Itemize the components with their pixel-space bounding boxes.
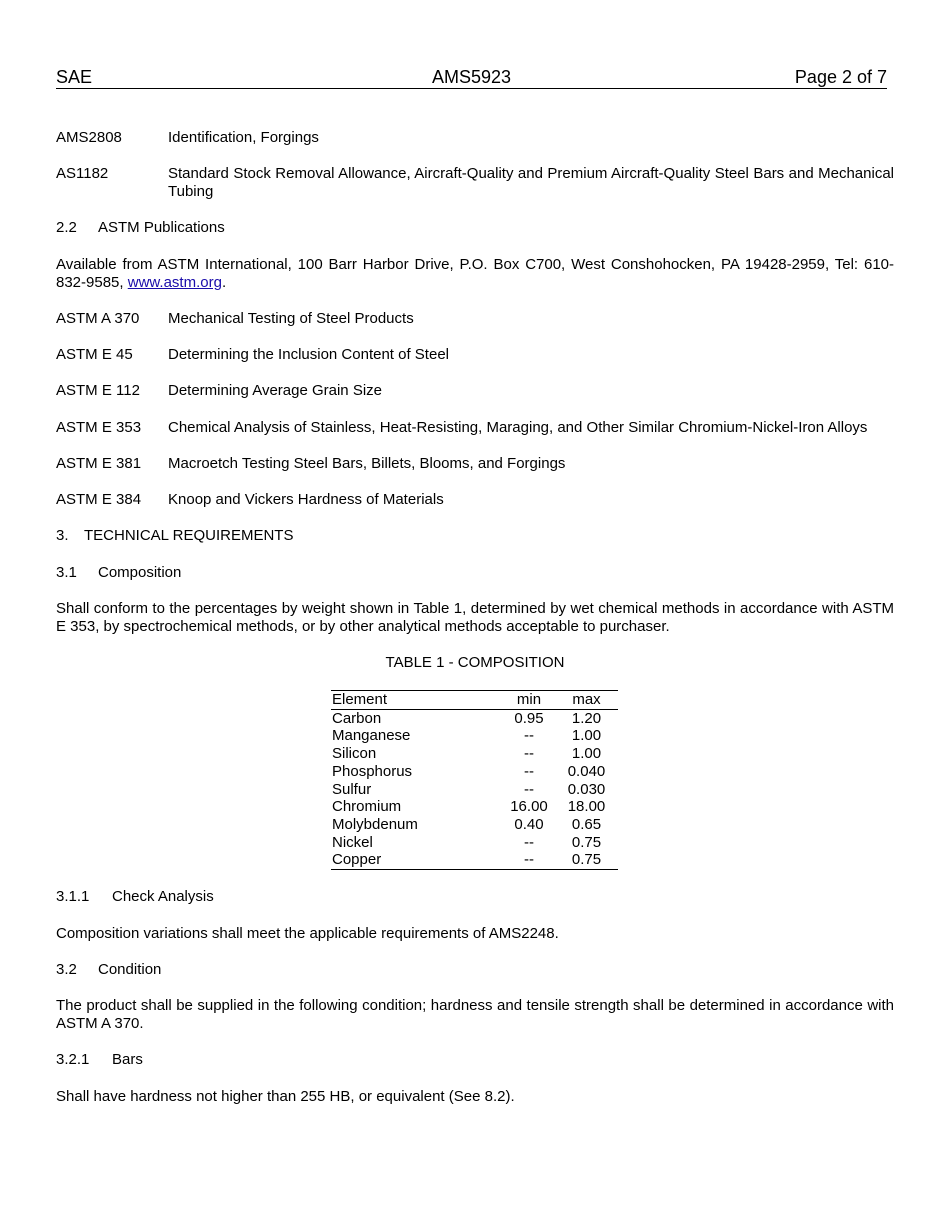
cell-min: 0.40 (514, 815, 544, 833)
cell-max: 0.030 (567, 780, 606, 798)
table-row (331, 851, 618, 869)
section-heading: Bars (112, 1051, 143, 1068)
cell-min: -- (524, 745, 534, 763)
table-header-row (331, 691, 618, 710)
condition-paragraph: The product shall be supplied in the following condition; hardness and tensile strength shall be determined in accordance with ASTM A 370. (56, 997, 894, 1032)
astm-website-link[interactable]: www.astm.org (127, 274, 222, 291)
ref-code: AS1182 (56, 165, 109, 182)
composition-paragraph: Shall conform to the percentages by weight shown in Table 1, determined by wet chemical methods in accordance with ASTM E 353, by spectrochemical methods, or by other analytical methods acceptable to purchaser. (56, 600, 894, 635)
cell-element: Molybdenum (332, 815, 418, 833)
section-number: 3.1.1 (56, 888, 90, 905)
ref-title: Macroetch Testing Steel Bars, Billets, Blooms, and Forgings (168, 455, 566, 472)
cell-element: Phosphorus (332, 762, 413, 780)
astm-availability-paragraph (56, 256, 894, 292)
ref-code: ASTM E 381 (56, 455, 142, 472)
cell-element: Copper (332, 851, 382, 869)
cell-max: 0.75 (571, 833, 602, 851)
ref-code: ASTM E 353 (56, 419, 142, 436)
table-row (331, 798, 618, 816)
bars-paragraph: Shall have hardness not higher than 255 HB, or equivalent (See 8.2). (56, 1088, 515, 1105)
table-row (331, 816, 618, 834)
cell-min: -- (524, 851, 534, 869)
table-row (331, 745, 618, 763)
column-header-element: Element (332, 691, 388, 708)
table-row (331, 834, 618, 852)
header-org: SAE (56, 67, 93, 87)
cell-min: 0.95 (514, 709, 544, 727)
cell-max: 0.65 (571, 815, 602, 833)
cell-max: 1.20 (571, 709, 602, 727)
availability-text: Available from ASTM International, 100 Barr Harbor Drive, P.O. Box C700, West Conshohocken, PA 19428-2959, Tel: 610-832-9585, (56, 256, 894, 291)
cell-min: -- (524, 762, 534, 780)
cell-element: Manganese (332, 727, 411, 745)
section-heading: Composition (98, 564, 182, 581)
table-title: TABLE 1 - COMPOSITION (385, 654, 565, 671)
cell-min: -- (524, 833, 534, 851)
ref-title: Mechanical Testing of Steel Products (168, 310, 414, 327)
cell-min: -- (524, 727, 534, 745)
cell-max: 0.75 (571, 851, 602, 869)
section-number: 3. (56, 527, 69, 544)
section-heading: ASTM Publications (98, 219, 225, 236)
cell-element: Carbon (332, 709, 382, 727)
ref-code: ASTM E 112 (56, 382, 140, 399)
section-number: 3.2 (56, 961, 77, 978)
ref-code: ASTM A 370 (56, 310, 140, 327)
cell-max: 1.00 (571, 727, 602, 745)
page-header (56, 66, 887, 89)
ref-code: ASTM E 45 (56, 346, 133, 363)
cell-element: Silicon (332, 745, 377, 763)
cell-min: -- (524, 780, 534, 798)
section-heading: Check Analysis (112, 888, 214, 905)
cell-min: 16.00 (510, 798, 548, 816)
header-doc-number: AMS5923 (431, 67, 512, 87)
table-row (331, 709, 618, 727)
availability-end: . (221, 274, 227, 291)
ref-code: AMS2808 (56, 129, 122, 146)
section-heading: Condition (98, 961, 162, 978)
ref-title: Chemical Analysis of Stainless, Heat-Resisting, Maraging, and Other Similar Chromium-Nickel-Iron Alloys (168, 419, 868, 436)
ref-code: ASTM E 384 (56, 491, 142, 508)
section-heading: TECHNICAL REQUIREMENTS (84, 527, 294, 544)
column-header-max: max (572, 691, 601, 708)
cell-max: 18.00 (567, 798, 606, 816)
ref-title: Knoop and Vickers Hardness of Materials (168, 491, 444, 508)
cell-element: Nickel (332, 833, 373, 851)
ref-title: Identification, Forgings (168, 129, 319, 146)
table-row (331, 781, 618, 799)
cell-element: Sulfur (332, 780, 372, 798)
check-analysis-paragraph: Composition variations shall meet the applicable requirements of AMS2248. (56, 925, 559, 942)
cell-element: Chromium (332, 798, 402, 816)
ref-title: Determining the Inclusion Content of Steel (168, 346, 449, 363)
section-number: 3.1 (56, 564, 77, 581)
table-row (331, 763, 618, 781)
cell-max: 0.040 (567, 762, 606, 780)
header-page-number: Page 2 of 7 (794, 67, 887, 87)
section-number: 3.2.1 (56, 1051, 90, 1068)
section-number: 2.2 (56, 219, 77, 236)
ref-title: Determining Average Grain Size (168, 382, 382, 399)
cell-max: 1.00 (571, 745, 602, 763)
table-row (331, 727, 618, 745)
ref-title: Standard Stock Removal Allowance, Aircraft-Quality and Premium Aircraft-Quality Steel Bars and Mechanical Tubing (168, 165, 894, 200)
composition-table (331, 690, 618, 870)
column-header-min: min (516, 691, 542, 708)
